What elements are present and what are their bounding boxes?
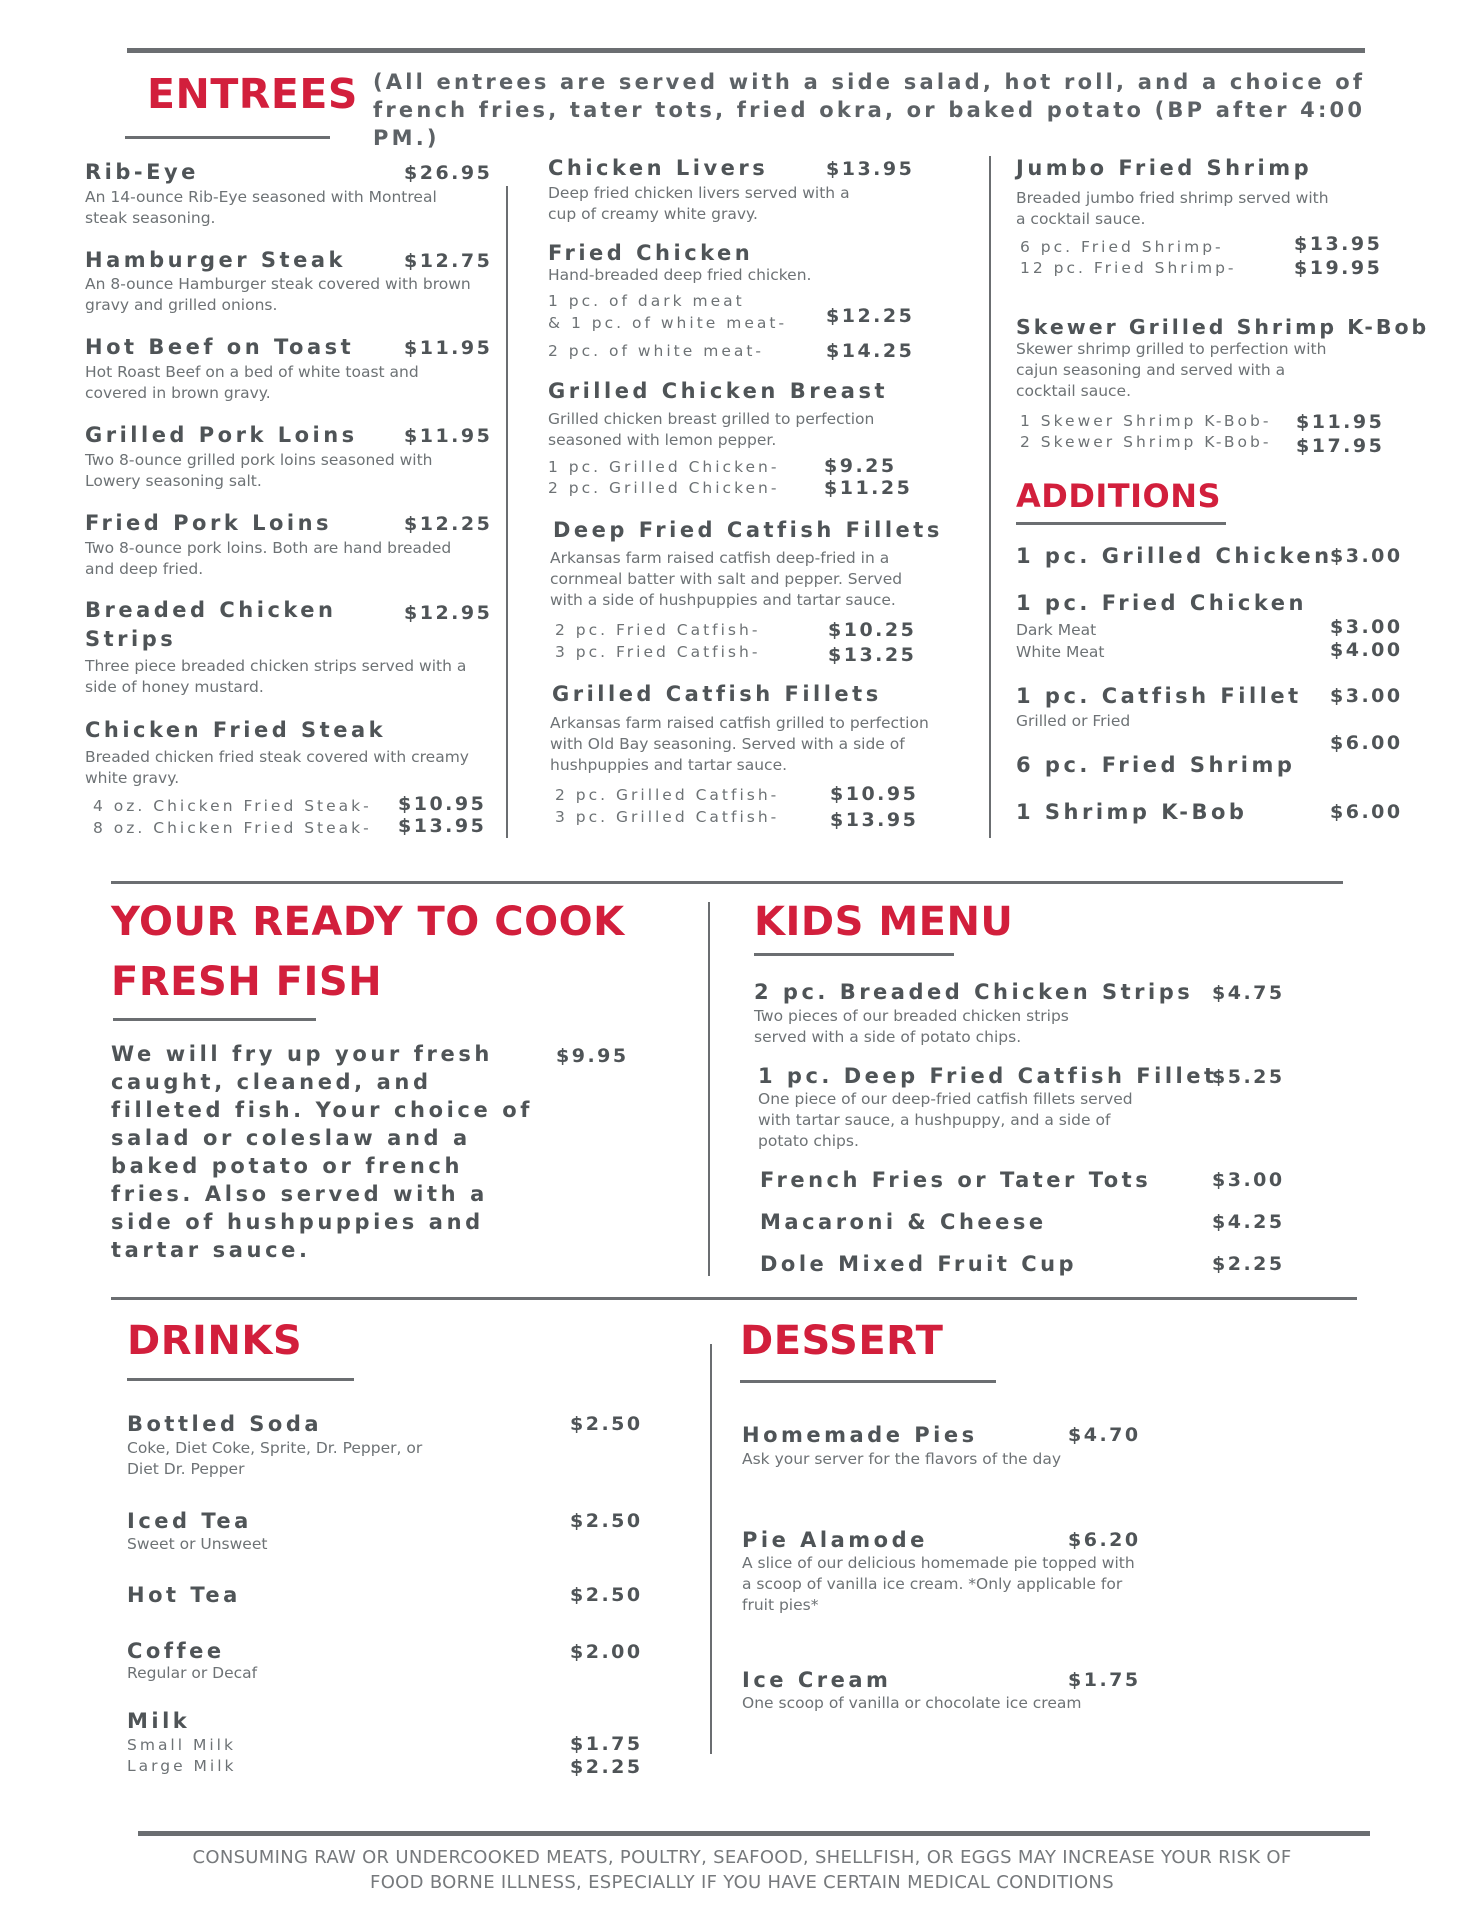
option-label: 1 pc. of dark meat <box>548 292 745 310</box>
drink-desc: Sweet or Unsweet <box>127 1535 268 1553</box>
item-price: $11.95 <box>404 337 493 359</box>
item-name: Rib-Eye <box>85 160 199 184</box>
option-label: 8 oz. Chicken Fried Steak- <box>93 819 372 837</box>
entrees-note: (All entrees are served with a side salad, hot roll, and a choice of french fries, tater tots, fried okra, or baked potato (BP after 4:00 PM.) <box>373 70 1366 150</box>
item-name: Jumbo Fried Shrimp <box>1016 156 1313 180</box>
dessert-title: DESSERT <box>740 1318 944 1364</box>
option-price: $11.95 <box>1296 411 1385 433</box>
mid-rule-2 <box>111 1297 1357 1300</box>
drink-name: Bottled Soda <box>127 1412 323 1436</box>
item-desc: An 8-ounce Hamburger steak covered with brown gravy and grilled onions. <box>85 275 471 314</box>
drink-option-price: $2.25 <box>570 1756 643 1778</box>
dessert-desc: Ask your server for the flavors of the day <box>742 1450 1061 1468</box>
item-name: Breaded Chicken Strips <box>85 598 337 651</box>
dessert-underline <box>740 1380 996 1383</box>
addition-sub: Dark Meat <box>1016 621 1097 639</box>
option-label: 1 pc. Grilled Chicken- <box>548 458 780 476</box>
addition-name: 1 pc. Grilled Chicken <box>1016 544 1333 568</box>
additions-title: ADDITIONS <box>1016 477 1222 515</box>
kids-item-price: $5.25 <box>1212 1066 1285 1088</box>
option-label: 2 pc. Grilled Catfish- <box>555 786 780 804</box>
addition-name: 1 pc. Catfish Fillet <box>1016 684 1302 708</box>
item-name: Fried Chicken <box>548 241 754 265</box>
item-name: Hot Beef on Toast <box>85 335 355 359</box>
option-label: 2 Skewer Shrimp K-Bob- <box>1020 433 1272 451</box>
footer-warning-2: FOOD BORNE ILLNESS, ESPECIALLY IF YOU HAVE CERTAIN MEDICAL CONDITIONS <box>370 1872 1114 1893</box>
footer-rule <box>138 1831 1370 1836</box>
dessert-name: Ice Cream <box>742 1668 892 1692</box>
drink-name: Coffee <box>127 1639 225 1663</box>
item-desc: Deep fried chicken livers served with a cup of creamy white gravy. <box>548 184 850 223</box>
item-desc: Two 8-ounce pork loins. Both are hand breaded and deep fried. <box>85 539 452 578</box>
option-price: $13.95 <box>398 815 487 837</box>
item-name: Fried Pork Loins <box>85 511 333 535</box>
addition-price: $3.00 <box>1330 616 1403 638</box>
mid-rule-1 <box>111 881 1343 884</box>
addition-price: $3.00 <box>1330 685 1403 707</box>
option-price: $13.25 <box>828 644 917 666</box>
item-desc: An 14-ounce Rib-Eye seasoned with Montreal steak seasoning. <box>85 188 437 227</box>
option-price: $11.25 <box>824 477 913 499</box>
item-name: Grilled Catfish Fillets <box>552 682 882 706</box>
item-name: Grilled Chicken Breast <box>548 379 889 403</box>
dessert-price: $4.70 <box>1068 1424 1141 1446</box>
fresh-fish-underline <box>113 1018 316 1021</box>
item-desc: Hot Roast Beef on a bed of white toast and covered in brown gravy. <box>85 363 419 402</box>
item-name: Chicken Livers <box>548 156 769 180</box>
option-price: $17.95 <box>1296 435 1385 457</box>
addition-price: $3.00 <box>1330 545 1403 567</box>
option-label: 12 pc. Fried Shrimp- <box>1020 259 1237 277</box>
option-label: & 1 pc. of white meat- <box>548 314 788 332</box>
option-price: $12.25 <box>826 305 915 327</box>
drink-price: $2.00 <box>570 1641 643 1663</box>
entrees-underline <box>125 136 330 139</box>
drink-price: $2.50 <box>570 1413 643 1435</box>
kids-item-desc: One piece of our deep-fried catfish fillets served with tartar sauce, a hushpuppy, and a side of potato chips. <box>758 1090 1133 1150</box>
option-price: $19.95 <box>1294 257 1383 279</box>
option-label: 2 pc. Grilled Chicken- <box>548 479 780 497</box>
addition-name: 1 Shrimp K-Bob <box>1016 800 1248 824</box>
kids-item-price: $4.75 <box>1212 982 1285 1004</box>
entrees-title: ENTREES <box>147 70 358 118</box>
item-desc: Breaded jumbo fried shrimp served with a cocktail sauce. <box>1016 189 1329 228</box>
mid-divider <box>708 902 710 1276</box>
addition-sub: Grilled or Fried <box>1016 712 1131 730</box>
option-label: 3 pc. Fried Catfish- <box>555 643 761 661</box>
addition-name: 1 pc. Fried Chicken <box>1016 591 1307 615</box>
item-desc: Arkansas farm raised catfish grilled to perfection with Old Bay seasoning. Served with a side of hushpuppies and tartar sauce. <box>550 714 929 774</box>
fresh-fish-price: $9.95 <box>556 1045 629 1067</box>
addition-price: $4.00 <box>1330 639 1403 661</box>
top-rule <box>127 48 1365 53</box>
kids-item-name: 2 pc. Breaded Chicken Strips <box>754 980 1194 1004</box>
addition-price: $6.00 <box>1330 801 1403 823</box>
item-name: Deep Fried Catfish Fillets <box>553 518 943 542</box>
additions-underline <box>1016 522 1226 525</box>
fresh-fish-title-2: FRESH FISH <box>111 959 383 1005</box>
option-price: $10.25 <box>828 619 917 641</box>
drink-option-label: Large Milk <box>127 1757 237 1775</box>
drink-option-price: $1.75 <box>570 1733 643 1755</box>
drink-name: Milk <box>127 1709 191 1733</box>
item-price: $11.95 <box>404 425 493 447</box>
addition-price: $6.00 <box>1330 732 1403 754</box>
option-label: 6 pc. Fried Shrimp- <box>1020 238 1224 256</box>
drink-option-label: Small Milk <box>127 1736 236 1754</box>
dessert-price: $6.20 <box>1068 1529 1141 1551</box>
kids-item-price: $2.25 <box>1212 1253 1285 1275</box>
drinks-title: DRINKS <box>127 1318 303 1364</box>
kids-underline <box>754 953 954 956</box>
kids-item-name: Macaroni & Cheese <box>760 1210 1047 1234</box>
item-desc: Two 8-ounce grilled pork loins seasoned with Lowery seasoning salt. <box>85 451 433 490</box>
option-price: $10.95 <box>830 783 919 805</box>
option-price: $13.95 <box>830 809 919 831</box>
drink-name: Iced Tea <box>127 1509 252 1533</box>
fresh-fish-title-1: YOUR READY TO COOK <box>111 899 625 945</box>
bottom-divider <box>710 1344 712 1754</box>
item-name: Skewer Grilled Shrimp K-Bob <box>1016 315 1430 339</box>
item-desc: Grilled chicken breast grilled to perfection seasoned with lemon pepper. <box>548 410 875 449</box>
addition-sub: White Meat <box>1016 643 1105 661</box>
entrees-divider-2 <box>989 156 991 838</box>
item-desc: Skewer shrimp grilled to perfection with cajun seasoning and served with a cocktail sauce. <box>1016 340 1327 400</box>
option-price: $14.25 <box>826 340 915 362</box>
dessert-name: Pie Alamode <box>742 1528 928 1552</box>
entrees-divider-1 <box>506 186 508 838</box>
item-desc: Three piece breaded chicken strips served with a side of honey mustard. <box>85 657 467 696</box>
drink-price: $2.50 <box>570 1584 643 1606</box>
option-label: 2 pc. of white meat- <box>548 342 765 360</box>
item-price: $13.95 <box>826 158 915 180</box>
item-price: $26.95 <box>404 162 493 184</box>
option-label: 1 Skewer Shrimp K-Bob- <box>1020 412 1272 430</box>
kids-item-desc: Two pieces of our breaded chicken strips served with a side of potato chips. <box>754 1007 1069 1046</box>
drink-desc: Coke, Diet Coke, Sprite, Dr. Pepper, or Diet Dr. Pepper <box>127 1439 423 1478</box>
kids-item-name: 1 pc. Deep Fried Catfish Fillet <box>758 1064 1218 1088</box>
item-name: Grilled Pork Loins <box>85 423 358 447</box>
item-desc: Hand-breaded deep fried chicken. <box>548 266 812 284</box>
dessert-desc: A slice of our delicious homemade pie topped with a scoop of vanilla ice cream. *Only applicable for fruit pies* <box>742 1554 1135 1614</box>
kids-item-price: $4.25 <box>1212 1211 1285 1233</box>
kids-item-price: $3.00 <box>1212 1169 1285 1191</box>
option-label: 3 pc. Grilled Catfish- <box>555 808 780 826</box>
drink-name: Hot Tea <box>127 1583 241 1607</box>
item-price: $12.95 <box>404 602 493 624</box>
kids-item-name: Dole Mixed Fruit Cup <box>760 1252 1078 1276</box>
dessert-name: Homemade Pies <box>742 1423 978 1447</box>
option-price: $13.95 <box>1294 233 1383 255</box>
item-name: Chicken Fried Steak <box>85 718 387 742</box>
option-label: 2 pc. Fried Catfish- <box>555 621 761 639</box>
item-desc: Breaded chicken fried steak covered with creamy white gravy. <box>85 748 469 787</box>
kids-item-name: French Fries or Tater Tots <box>760 1168 1152 1192</box>
footer-warning-1: CONSUMING RAW OR UNDERCOOKED MEATS, POULTRY, SEAFOOD, SHELLFISH, OR EGGS MAY INCREASE YOUR RISK OF <box>192 1847 1292 1868</box>
option-label: 4 oz. Chicken Fried Steak- <box>93 797 372 815</box>
option-price: $9.25 <box>824 455 897 477</box>
drink-price: $2.50 <box>570 1510 643 1532</box>
item-price: $12.75 <box>404 250 493 272</box>
dessert-price: $1.75 <box>1068 1669 1141 1691</box>
drink-desc: Regular or Decaf <box>127 1664 258 1682</box>
item-price: $12.25 <box>404 513 493 535</box>
item-desc: Arkansas farm raised catfish deep-fried in a cornmeal batter with salt and pepper. Served with a side of hushpuppies and tartar sauce. <box>550 549 903 609</box>
dessert-desc: One scoop of vanilla or chocolate ice cream <box>742 1694 1082 1712</box>
drinks-underline <box>127 1378 354 1381</box>
addition-name: 6 pc. Fried Shrimp <box>1016 753 1296 777</box>
item-name: Hamburger Steak <box>85 248 346 272</box>
fresh-fish-text: We will fry up your fresh caught, cleaned, and filleted fish. Your choice of salad or coleslaw and a baked potato or french fries. Also served with a side of hushpuppies and tartar sauce. <box>111 1042 533 1262</box>
kids-title: KIDS MENU <box>754 899 1014 945</box>
option-price: $10.95 <box>398 793 487 815</box>
